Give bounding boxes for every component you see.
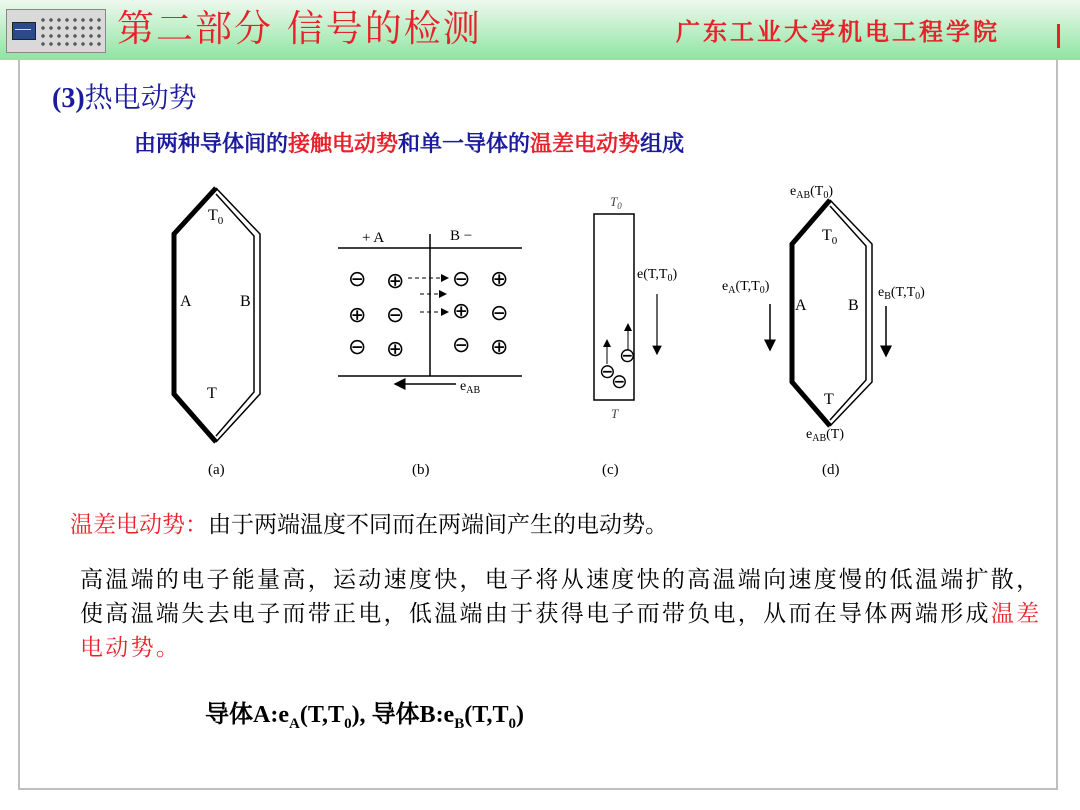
- section-subtitle: [134, 128, 684, 160]
- fig-d-t: T: [824, 391, 834, 408]
- figure-b: [338, 228, 522, 478]
- formula-part: (T,T: [299, 702, 345, 728]
- subtitle-text-1: 由两种导体间的: [134, 131, 289, 157]
- fig-d-label-a: A: [795, 297, 807, 314]
- fig-b-charge: ⊖: [452, 266, 471, 291]
- fig-a-label-b: B: [240, 293, 251, 310]
- slide-title: 第二部分 信号的检测: [117, 7, 482, 50]
- slide-header: [0, 0, 1080, 60]
- figure-a: [174, 188, 260, 478]
- fig-b-charge: ⊕: [452, 298, 471, 323]
- fig-b-charge: ⊖: [386, 302, 405, 327]
- paragraph-text: 高温端的电子能量高，运动速度快，电子将从速度快的高温端向速度慢的低温端扩散，使高温端失去电子而带正电，低温端由于获得电子而带负电，从而在导体两端形成: [80, 567, 1042, 627]
- subtitle-text-2: 和单一导体的: [398, 131, 531, 157]
- explanation-paragraph: [80, 563, 1050, 665]
- fig-b-plus-a: + A: [362, 230, 385, 246]
- fig-c-caption: (c): [602, 462, 619, 478]
- subtitle-text-3: 组成: [640, 131, 685, 157]
- fig-c-charge: ⊖: [619, 345, 636, 367]
- conductor-a-line: [174, 188, 216, 442]
- oscilloscope-logo-icon: [6, 9, 106, 53]
- fig-a-t0: $T_0$: [208, 207, 224, 227]
- formula-part: 导体A:e: [205, 702, 289, 728]
- fig-d-caption: (d): [822, 462, 840, 478]
- formula-sub: A: [288, 716, 300, 732]
- figure-d: [722, 184, 925, 478]
- fig-d-eab-top: $e_{AB}(T_0)$: [790, 184, 834, 201]
- fig-c-charge: ⊖: [611, 371, 628, 393]
- fig-b-charge: ⊕: [348, 302, 367, 327]
- definition-term: 温差电动势：: [70, 512, 208, 538]
- fig-d-eb: $e_B(T,T_0)$: [878, 285, 925, 302]
- fig-b-charge: ⊖: [452, 332, 471, 357]
- section-title: 热电动势: [84, 81, 197, 114]
- fig-c-t0: $T_0$: [610, 194, 622, 211]
- fig-d-ea: $e_A(T,T_0)$: [722, 279, 770, 296]
- school-name: 广东工业大学机电工程学院: [676, 17, 1000, 46]
- fig-d-label-b: B: [848, 297, 859, 314]
- formula-sub: B: [454, 716, 465, 732]
- fig-a-caption: (a): [208, 462, 225, 478]
- header-divider: [1057, 24, 1060, 48]
- fig-c-charge: ⊖: [599, 361, 616, 383]
- formula-part: (T,T: [464, 702, 509, 728]
- formula-part: 导体B:e: [371, 702, 455, 728]
- term-contact-emf: 接触电动势: [288, 131, 399, 157]
- fig-b-eab: $e_{AB}$: [460, 379, 481, 396]
- fig-a-t: T: [207, 385, 217, 402]
- definition: [70, 508, 668, 542]
- fig-d-t0: $T_0$: [822, 227, 838, 247]
- figure-c: [594, 194, 677, 478]
- fig-b-caption: (b): [412, 462, 430, 478]
- fig-c-t: T: [611, 406, 619, 421]
- formula-sub: 0: [344, 716, 352, 732]
- fig-b-b-minus: B −: [450, 228, 473, 244]
- fig-b-charge: ⊖: [490, 300, 509, 325]
- formula-part: ): [515, 702, 524, 728]
- formula-sub: 0: [508, 716, 516, 732]
- section-heading: [52, 80, 197, 117]
- thermocouple-figure: [150, 178, 950, 488]
- section-number: (3): [52, 83, 85, 114]
- fig-b-charge: ⊕: [490, 266, 509, 291]
- definition-text: 由于两端温度不同而在两端间产生的电动势。: [208, 512, 668, 538]
- term-thermal-emf: 温差电动势: [530, 131, 641, 157]
- paragraph-term: 温差电动势。: [80, 601, 1042, 661]
- fig-b-charge: ⊕: [490, 334, 509, 359]
- fig-c-emf: $e(T,T_0)$: [637, 267, 678, 284]
- fig-d-eab-bottom: $e_{AB}(T)$: [806, 427, 845, 444]
- fig-a-label-a: A: [180, 293, 192, 310]
- formula-part: ),: [351, 702, 372, 728]
- fig-b-charge: ⊕: [386, 268, 405, 293]
- fig-b-charge: ⊖: [348, 266, 367, 291]
- fig-b-charge: ⊕: [386, 336, 405, 361]
- fig-b-charge: ⊖: [348, 334, 367, 359]
- formula: [205, 695, 524, 744]
